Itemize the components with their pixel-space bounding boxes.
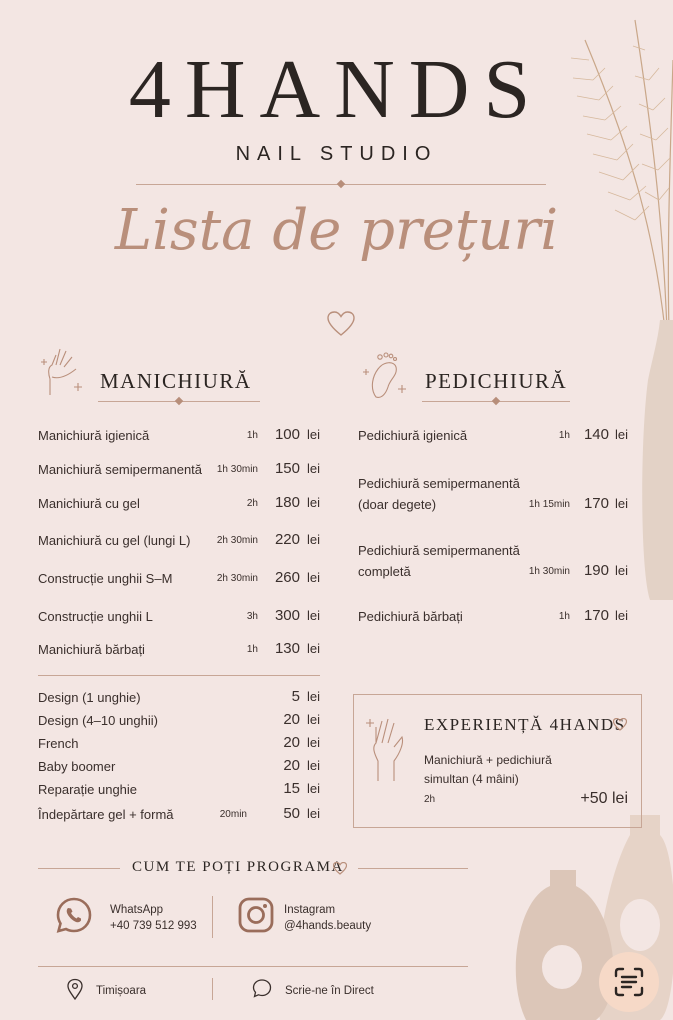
price-unit: lei: [306, 806, 320, 821]
service-name: Manichiură bărbați: [38, 642, 145, 657]
service-price: 260: [274, 569, 300, 586]
price-unit: lei: [306, 641, 320, 656]
manicure-price-row: [38, 533, 320, 553]
location-label: Timișoara: [96, 985, 147, 997]
manicure-price-row: [38, 462, 320, 482]
hand-sparkle-icon: [36, 343, 86, 398]
extra-price: 50: [283, 805, 300, 822]
extra-price: 20: [283, 757, 300, 774]
service-duration: 3h: [246, 611, 258, 622]
price-unit: lei: [306, 758, 320, 773]
header-divider-diamond: [337, 180, 345, 188]
brand-subtitle: NAIL STUDIO: [235, 143, 438, 165]
extra-price-row: [38, 759, 320, 779]
service-name: Construcție unghii S–M: [38, 571, 173, 586]
price-unit: lei: [306, 532, 320, 547]
extra-name: Baby boomer: [38, 759, 116, 774]
manicure-divider-diamond: [175, 397, 183, 405]
extra-name: Design (1 unghie): [38, 690, 141, 705]
contact-separator: [212, 896, 213, 938]
service-price: 190: [583, 562, 609, 579]
experience-price: +50 lei: [580, 790, 628, 807]
whatsapp-label: WhatsApp: [110, 904, 164, 916]
price-unit: lei: [306, 735, 320, 750]
manicure-price-row: [38, 496, 320, 516]
pedicure-price-row: [358, 428, 628, 448]
contact-divider-left: [38, 868, 120, 869]
service-name: Manichiură semipermanentă: [38, 462, 203, 477]
instagram-icon[interactable]: [238, 897, 274, 933]
service-duration: 1h: [558, 430, 570, 441]
vase-decoration: [640, 320, 673, 605]
extra-name: Îndepărtare gel + formă: [38, 807, 174, 822]
extra-price: 5: [291, 688, 300, 705]
pedicure-price-row: [358, 609, 628, 629]
service-name: Manichiură cu gel: [38, 496, 140, 511]
scan-text-button[interactable]: [599, 952, 659, 1012]
service-price: 100: [274, 426, 300, 443]
service-duration: 1h 15min: [528, 499, 570, 510]
manicure-price-row: [38, 642, 320, 662]
manicure-price-row: [38, 609, 320, 629]
experience-duration: 2h: [424, 794, 436, 805]
price-unit: lei: [306, 461, 320, 476]
heart-icon: [613, 718, 627, 731]
chat-bubble-icon: [252, 978, 272, 998]
price-unit: lei: [614, 496, 628, 511]
extra-price-row: [38, 782, 320, 802]
service-name: Pedichiură semipermanentă: [358, 543, 520, 558]
service-name-continued: (doar degete): [358, 497, 437, 512]
service-name: Manichiură igienică: [38, 428, 150, 443]
service-price: 130: [274, 640, 300, 657]
footer-divider: [38, 966, 468, 967]
service-duration: 2h 30min: [216, 573, 258, 584]
extra-price-row: [38, 736, 320, 756]
manicure-section-title: MANICHIURĂ: [100, 369, 252, 393]
service-name: Pedichiură semipermanentă: [358, 476, 520, 491]
price-unit: lei: [306, 712, 320, 727]
service-duration: 2h 30min: [216, 535, 258, 546]
price-unit: lei: [306, 608, 320, 623]
service-duration: 1h 30min: [216, 464, 258, 475]
extra-name: Design (4–10 unghii): [38, 713, 158, 728]
service-name: Pedichiură bărbați: [358, 609, 463, 624]
price-unit: lei: [306, 495, 320, 510]
contact-divider-right: [358, 868, 468, 869]
service-price: 170: [583, 495, 609, 512]
service-name-continued: completă: [358, 564, 411, 579]
extra-duration: 20min: [219, 809, 247, 820]
extra-price-row: [38, 713, 320, 733]
extra-price-row: [38, 807, 320, 827]
service-duration: 1h: [246, 644, 258, 655]
service-price: 150: [274, 460, 300, 477]
service-duration: 1h: [558, 611, 570, 622]
contact-section-title: CUM TE POȚI PROGRAMA: [132, 859, 344, 875]
extra-price-row: [38, 690, 320, 710]
service-price: 220: [274, 531, 300, 548]
service-price: 300: [274, 607, 300, 624]
experience-desc-line1: Manichiură + pedichiură: [424, 753, 552, 767]
pedicure-section-title: PEDICHIURĂ: [425, 369, 568, 393]
footer-separator: [212, 978, 213, 1000]
service-name: Construcție unghii L: [38, 609, 153, 624]
service-duration: 1h 30min: [528, 566, 570, 577]
price-unit: lei: [614, 608, 628, 623]
service-price: 140: [583, 426, 609, 443]
extra-price: 20: [283, 711, 300, 728]
extra-price: 15: [283, 780, 300, 797]
heart-icon: [333, 862, 347, 875]
pedicure-price-row: [358, 543, 628, 583]
extra-name: Reparație unghie: [38, 782, 138, 797]
extra-price: 20: [283, 734, 300, 751]
foot-sparkle-icon: [360, 349, 410, 401]
price-unit: lei: [306, 427, 320, 442]
heart-icon: [327, 311, 355, 337]
price-unit: lei: [306, 570, 320, 585]
experience-desc-line2: simultan (4 mâini): [424, 772, 519, 786]
direct-message-label[interactable]: Scrie-ne în Direct: [285, 985, 374, 997]
extra-name: French: [38, 736, 79, 751]
service-duration: 2h: [246, 498, 258, 509]
location-pin-icon: [66, 978, 84, 1000]
scan-text-icon: [613, 966, 645, 998]
manicure-extras-divider: [38, 675, 320, 676]
open-hand-icon: [364, 713, 412, 783]
brand-name: 4HANDS: [128, 43, 545, 136]
price-unit: lei: [614, 563, 628, 578]
pedicure-price-row: [358, 476, 628, 516]
service-name: Pedichiură igienică: [358, 428, 468, 443]
price-unit: lei: [614, 427, 628, 442]
instagram-label: Instagram: [284, 904, 336, 916]
price-unit: lei: [306, 781, 320, 796]
service-price: 170: [583, 607, 609, 624]
price-unit: lei: [306, 689, 320, 704]
service-name: Manichiură cu gel (lungi L): [38, 533, 191, 548]
manicure-price-row: [38, 571, 320, 591]
service-duration: 1h: [246, 430, 258, 441]
whatsapp-number[interactable]: +40 739 512 993: [110, 920, 197, 932]
manicure-price-row: [38, 428, 320, 448]
pedicure-divider-diamond: [492, 397, 500, 405]
price-list-title: Lista de prețuri: [114, 198, 559, 263]
service-price: 180: [274, 494, 300, 511]
whatsapp-icon[interactable]: [55, 896, 93, 934]
experience-title: EXPERIENȚĂ 4HANDS: [424, 715, 626, 734]
instagram-handle[interactable]: @4hands.beauty: [284, 920, 372, 932]
experience-box: [353, 694, 642, 828]
